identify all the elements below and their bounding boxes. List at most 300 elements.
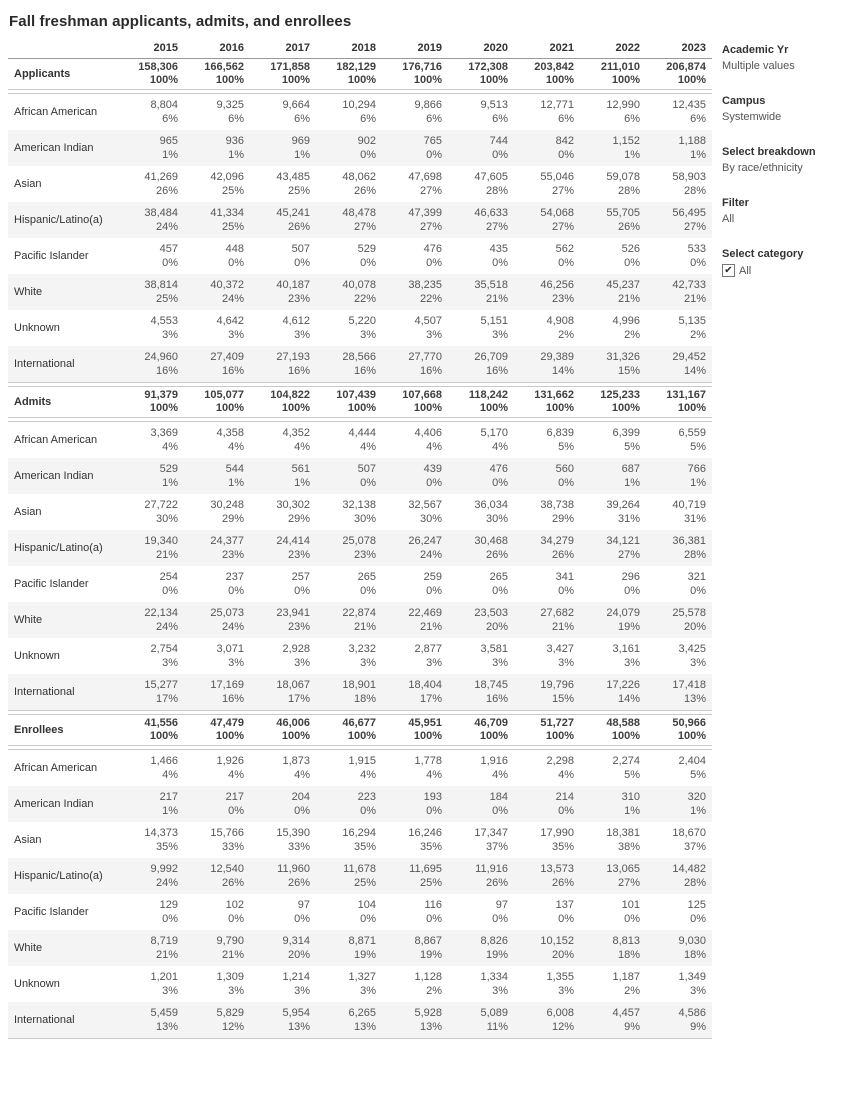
value-cell bbox=[184, 750, 250, 787]
percent-value: 0% bbox=[492, 585, 508, 597]
row-label: Asian bbox=[14, 178, 42, 190]
count-value: 4,507 bbox=[414, 315, 442, 327]
count-value: 34,121 bbox=[606, 535, 640, 547]
percent-value: 19% bbox=[617, 621, 640, 633]
percent-value: 24% bbox=[419, 549, 442, 561]
table-row bbox=[8, 130, 712, 166]
value-cell bbox=[118, 494, 184, 530]
filter-label: Campus bbox=[722, 95, 766, 107]
percent-value: 16% bbox=[221, 365, 244, 377]
value-cell bbox=[448, 202, 514, 238]
count-value: 29,452 bbox=[672, 351, 706, 363]
value-cell bbox=[514, 310, 580, 346]
percent-value: 29% bbox=[551, 513, 574, 525]
percent-value: 100% bbox=[347, 730, 376, 742]
percent-value: 0% bbox=[426, 149, 442, 161]
total-value-cell bbox=[382, 387, 448, 418]
count-value: 24,079 bbox=[606, 607, 640, 619]
value-cell bbox=[514, 566, 580, 602]
value-cell bbox=[184, 602, 250, 638]
count-value: 766 bbox=[687, 463, 706, 475]
table-row bbox=[8, 750, 712, 787]
percent-value: 100% bbox=[611, 730, 640, 742]
value-cell bbox=[580, 930, 646, 966]
count-value: 3,581 bbox=[480, 643, 508, 655]
percent-value: 0% bbox=[492, 149, 508, 161]
percent-value: 25% bbox=[353, 877, 376, 889]
value-cell bbox=[646, 822, 712, 858]
percent-value: 26% bbox=[221, 877, 244, 889]
value-cell bbox=[184, 674, 250, 711]
count-value: 687 bbox=[621, 463, 640, 475]
percent-value: 14% bbox=[551, 365, 574, 377]
count-value: 965 bbox=[159, 135, 178, 147]
value-cell bbox=[316, 786, 382, 822]
count-value: 22,469 bbox=[408, 607, 442, 619]
table-row bbox=[8, 422, 712, 459]
total-value-cell bbox=[580, 715, 646, 746]
percent-value: 33% bbox=[221, 841, 244, 853]
value-cell bbox=[646, 274, 712, 310]
count-value: 448 bbox=[225, 243, 244, 255]
count-value: 254 bbox=[159, 571, 178, 583]
percent-value: 30% bbox=[155, 513, 178, 525]
value-cell bbox=[448, 94, 514, 131]
percent-value: 100% bbox=[281, 402, 310, 414]
count-value: 1,916 bbox=[480, 755, 508, 767]
value-cell bbox=[250, 674, 316, 711]
value-cell bbox=[184, 1002, 250, 1039]
table-row bbox=[8, 310, 712, 346]
count-value: 38,738 bbox=[540, 499, 574, 511]
table-row bbox=[8, 822, 712, 858]
value-cell bbox=[514, 94, 580, 131]
filter-label: Select breakdown bbox=[722, 146, 816, 158]
value-cell bbox=[316, 750, 382, 787]
percent-value: 30% bbox=[485, 513, 508, 525]
count-value: 5,220 bbox=[348, 315, 376, 327]
percent-value: 17% bbox=[155, 693, 178, 705]
value-cell bbox=[184, 458, 250, 494]
table-header bbox=[8, 39, 712, 59]
count-value: 5,928 bbox=[414, 1007, 442, 1019]
count-value: 15,390 bbox=[276, 827, 310, 839]
percent-value: 26% bbox=[485, 877, 508, 889]
total-value-cell bbox=[448, 387, 514, 418]
value-cell bbox=[382, 750, 448, 787]
percent-value: 0% bbox=[294, 913, 310, 925]
value-cell bbox=[646, 638, 712, 674]
filter-value-dropdown[interactable]: All bbox=[722, 213, 735, 225]
count-value: 902 bbox=[357, 135, 376, 147]
value-cell bbox=[184, 530, 250, 566]
percent-value: 3% bbox=[228, 985, 244, 997]
count-value: 9,664 bbox=[282, 99, 310, 111]
row-label: Asian bbox=[14, 834, 42, 846]
value-cell bbox=[382, 310, 448, 346]
count-value: 8,804 bbox=[150, 99, 178, 111]
percent-value: 28% bbox=[683, 877, 706, 889]
value-cell bbox=[646, 858, 712, 894]
percent-value: 18% bbox=[353, 693, 376, 705]
value-cell bbox=[118, 1002, 184, 1039]
count-value: 39,264 bbox=[606, 499, 640, 511]
percent-value: 6% bbox=[558, 113, 574, 125]
count-value: 11,678 bbox=[343, 863, 376, 875]
count-value: 9,513 bbox=[480, 99, 508, 111]
percent-value: 3% bbox=[558, 657, 574, 669]
count-value: 8,813 bbox=[612, 935, 640, 947]
dashboard-content bbox=[0, 39, 858, 1039]
percent-value: 21% bbox=[617, 293, 640, 305]
total-value-cell bbox=[184, 387, 250, 418]
total-value-cell bbox=[118, 59, 184, 90]
count-value: 24,414 bbox=[276, 535, 310, 547]
value-cell bbox=[514, 166, 580, 202]
count-value: 17,347 bbox=[474, 827, 508, 839]
percent-value: 100% bbox=[413, 402, 442, 414]
row-label: Asian bbox=[14, 506, 42, 518]
percent-value: 24% bbox=[155, 221, 178, 233]
value-cell bbox=[448, 530, 514, 566]
value-cell bbox=[646, 310, 712, 346]
value-cell bbox=[118, 858, 184, 894]
value-cell bbox=[514, 274, 580, 310]
count-value: 507 bbox=[357, 463, 376, 475]
percent-value: 100% bbox=[347, 74, 376, 86]
count-value: 45,237 bbox=[606, 279, 640, 291]
percent-value: 26% bbox=[353, 185, 376, 197]
percent-value: 0% bbox=[162, 585, 178, 597]
percent-value: 26% bbox=[287, 877, 310, 889]
percent-value: 12% bbox=[551, 1021, 574, 1033]
count-value: 104,822 bbox=[270, 389, 310, 401]
percent-value: 1% bbox=[690, 805, 706, 817]
row-label: Unknown bbox=[14, 322, 60, 334]
count-value: 18,067 bbox=[276, 679, 310, 691]
count-value: 131,167 bbox=[666, 389, 706, 401]
count-value: 544 bbox=[225, 463, 244, 475]
count-value: 2,274 bbox=[612, 755, 640, 767]
total-value-cell bbox=[250, 387, 316, 418]
value-cell bbox=[316, 966, 382, 1002]
percent-value: 0% bbox=[558, 149, 574, 161]
value-cell bbox=[250, 822, 316, 858]
value-cell bbox=[514, 750, 580, 787]
count-value: 28,566 bbox=[342, 351, 376, 363]
value-cell bbox=[514, 202, 580, 238]
percent-value: 100% bbox=[149, 730, 178, 742]
percent-value: 16% bbox=[485, 693, 508, 705]
value-cell bbox=[316, 638, 382, 674]
value-cell bbox=[250, 202, 316, 238]
count-value: 40,372 bbox=[210, 279, 244, 291]
count-value: 10,152 bbox=[540, 935, 574, 947]
percent-value: 2% bbox=[690, 329, 706, 341]
value-cell bbox=[382, 930, 448, 966]
count-value: 104 bbox=[357, 899, 376, 911]
percent-value: 4% bbox=[360, 769, 376, 781]
percent-value: 6% bbox=[426, 113, 442, 125]
percent-value: 13% bbox=[683, 693, 706, 705]
count-value: 457 bbox=[159, 243, 178, 255]
count-value: 5,954 bbox=[282, 1007, 310, 1019]
value-cell bbox=[250, 638, 316, 674]
table-row bbox=[8, 786, 712, 822]
percent-value: 0% bbox=[294, 585, 310, 597]
count-value: 47,479 bbox=[210, 717, 244, 729]
count-value: 97 bbox=[495, 899, 508, 911]
percent-value: 21% bbox=[419, 621, 442, 633]
count-value: 237 bbox=[225, 571, 244, 583]
count-value: 40,719 bbox=[672, 499, 706, 511]
percent-value: 3% bbox=[360, 985, 376, 997]
value-cell bbox=[250, 238, 316, 274]
count-value: 1,327 bbox=[348, 971, 376, 983]
value-cell bbox=[250, 966, 316, 1002]
value-cell bbox=[382, 894, 448, 930]
count-value: 203,842 bbox=[534, 61, 574, 73]
value-cell bbox=[250, 530, 316, 566]
row-label: White bbox=[8, 930, 118, 966]
count-value: 54,068 bbox=[540, 207, 574, 219]
value-cell bbox=[250, 930, 316, 966]
value-cell bbox=[580, 458, 646, 494]
row-label: African American bbox=[14, 106, 98, 118]
percent-value: 17% bbox=[287, 693, 310, 705]
value-cell bbox=[514, 494, 580, 530]
count-value: 257 bbox=[291, 571, 310, 583]
count-value: 18,670 bbox=[672, 827, 706, 839]
percent-value: 4% bbox=[426, 769, 442, 781]
count-value: 46,006 bbox=[276, 717, 310, 729]
table-row bbox=[8, 202, 712, 238]
count-value: 8,719 bbox=[150, 935, 178, 947]
value-cell bbox=[580, 894, 646, 930]
value-cell bbox=[184, 238, 250, 274]
percent-value: 3% bbox=[558, 985, 574, 997]
percent-value: 1% bbox=[162, 477, 178, 489]
percent-value: 18% bbox=[617, 949, 640, 961]
count-value: 50,966 bbox=[672, 717, 706, 729]
value-cell bbox=[184, 310, 250, 346]
count-value: 176,716 bbox=[402, 61, 442, 73]
percent-value: 13% bbox=[353, 1021, 376, 1033]
value-cell bbox=[514, 638, 580, 674]
count-value: 6,839 bbox=[546, 427, 574, 439]
count-value: 17,418 bbox=[672, 679, 706, 691]
count-value: 40,187 bbox=[276, 279, 310, 291]
count-value: 1,152 bbox=[612, 135, 640, 147]
value-cell bbox=[184, 786, 250, 822]
value-cell bbox=[580, 530, 646, 566]
value-cell bbox=[580, 238, 646, 274]
percent-value: 21% bbox=[155, 949, 178, 961]
value-cell bbox=[184, 166, 250, 202]
row-label: International bbox=[8, 674, 118, 711]
percent-value: 16% bbox=[155, 365, 178, 377]
count-value: 12,540 bbox=[210, 863, 244, 875]
value-cell bbox=[250, 166, 316, 202]
percent-value: 0% bbox=[360, 257, 376, 269]
percent-value: 24% bbox=[155, 621, 178, 633]
count-value: 27,722 bbox=[144, 499, 178, 511]
value-cell bbox=[448, 966, 514, 1002]
percent-value: 13% bbox=[419, 1021, 442, 1033]
percent-value: 0% bbox=[558, 913, 574, 925]
section-row-label: Enrollees bbox=[8, 715, 118, 746]
table-row bbox=[8, 858, 712, 894]
percent-value: 12% bbox=[221, 1021, 244, 1033]
percent-value: 14% bbox=[683, 365, 706, 377]
count-value: 533 bbox=[687, 243, 706, 255]
value-cell bbox=[316, 822, 382, 858]
percent-value: 100% bbox=[215, 74, 244, 86]
value-cell bbox=[646, 238, 712, 274]
percent-value: 19% bbox=[353, 949, 376, 961]
count-value: 4,553 bbox=[150, 315, 178, 327]
count-value: 6,399 bbox=[612, 427, 640, 439]
value-cell bbox=[118, 602, 184, 638]
count-value: 526 bbox=[621, 243, 640, 255]
value-cell bbox=[382, 346, 448, 383]
page-title: Fall freshman applicants, admits, and enrollees bbox=[9, 13, 352, 30]
percent-value: 100% bbox=[413, 730, 442, 742]
count-value: 4,908 bbox=[546, 315, 574, 327]
percent-value: 0% bbox=[360, 913, 376, 925]
percent-value: 24% bbox=[221, 293, 244, 305]
percent-value: 4% bbox=[492, 441, 508, 453]
value-cell bbox=[646, 674, 712, 711]
count-value: 19,796 bbox=[540, 679, 574, 691]
percent-value: 25% bbox=[221, 221, 244, 233]
count-value: 129 bbox=[159, 899, 178, 911]
value-cell bbox=[514, 930, 580, 966]
percent-value: 100% bbox=[215, 730, 244, 742]
value-cell bbox=[514, 238, 580, 274]
count-value: 116 bbox=[424, 899, 442, 911]
value-cell bbox=[646, 566, 712, 602]
count-value: 5,459 bbox=[150, 1007, 178, 1019]
count-value: 10,294 bbox=[342, 99, 376, 111]
value-cell bbox=[514, 1002, 580, 1039]
count-value: 9,866 bbox=[414, 99, 442, 111]
percent-value: 0% bbox=[624, 585, 640, 597]
percent-value: 1% bbox=[294, 477, 310, 489]
value-cell bbox=[316, 202, 382, 238]
count-value: 1,466 bbox=[150, 755, 178, 767]
percent-value: 23% bbox=[221, 549, 244, 561]
percent-value: 0% bbox=[228, 257, 244, 269]
percent-value: 28% bbox=[683, 549, 706, 561]
percent-value: 26% bbox=[617, 221, 640, 233]
count-value: 5,151 bbox=[480, 315, 508, 327]
table-row bbox=[8, 1002, 712, 1039]
value-cell bbox=[184, 346, 250, 383]
percent-value: 27% bbox=[551, 221, 574, 233]
percent-value: 37% bbox=[485, 841, 508, 853]
count-value: 55,705 bbox=[606, 207, 640, 219]
total-value-cell bbox=[514, 387, 580, 418]
value-cell bbox=[646, 94, 712, 131]
value-cell bbox=[184, 858, 250, 894]
count-value: 51,727 bbox=[540, 717, 574, 729]
table-bottom-border bbox=[8, 1039, 712, 1040]
value-cell bbox=[250, 458, 316, 494]
value-cell bbox=[514, 458, 580, 494]
row-label: American Indian bbox=[8, 458, 118, 494]
percent-value: 2% bbox=[426, 985, 442, 997]
percent-value: 2% bbox=[624, 329, 640, 341]
value-cell bbox=[250, 602, 316, 638]
percent-value: 3% bbox=[690, 985, 706, 997]
count-value: 30,468 bbox=[474, 535, 508, 547]
filter-value-dropdown[interactable]: By race/ethnicity bbox=[722, 162, 803, 174]
value-cell bbox=[118, 94, 184, 131]
value-cell bbox=[118, 458, 184, 494]
percent-value: 6% bbox=[624, 113, 640, 125]
value-cell bbox=[580, 1002, 646, 1039]
value-cell bbox=[250, 494, 316, 530]
count-value: 32,567 bbox=[408, 499, 442, 511]
count-value: 11,695 bbox=[409, 863, 442, 875]
section-total-row bbox=[8, 715, 712, 746]
percent-value: 25% bbox=[221, 185, 244, 197]
total-value-cell bbox=[118, 715, 184, 746]
percent-value: 5% bbox=[624, 769, 640, 781]
year-column-header: 2021 bbox=[514, 39, 580, 59]
percent-value: 2% bbox=[624, 985, 640, 997]
percent-value: 5% bbox=[690, 441, 706, 453]
percent-value: 6% bbox=[690, 113, 706, 125]
value-cell bbox=[646, 494, 712, 530]
value-cell bbox=[646, 530, 712, 566]
filter-value-dropdown[interactable]: Multiple values bbox=[722, 60, 795, 72]
value-cell bbox=[448, 638, 514, 674]
count-value: 8,871 bbox=[348, 935, 376, 947]
value-cell bbox=[184, 566, 250, 602]
count-value: 5,089 bbox=[480, 1007, 508, 1019]
percent-value: 26% bbox=[287, 221, 310, 233]
value-cell bbox=[184, 274, 250, 310]
count-value: 310 bbox=[621, 791, 640, 803]
percent-value: 3% bbox=[228, 657, 244, 669]
value-cell bbox=[382, 530, 448, 566]
value-cell bbox=[118, 786, 184, 822]
filter-select-breakdown bbox=[722, 145, 854, 175]
count-value: 32,138 bbox=[342, 499, 376, 511]
percent-value: 100% bbox=[611, 402, 640, 414]
percent-value: 6% bbox=[492, 113, 508, 125]
count-value: 27,193 bbox=[276, 351, 310, 363]
count-value: 23,941 bbox=[276, 607, 310, 619]
category-all-checkbox-row[interactable] bbox=[722, 264, 854, 277]
year-column-header: 2022 bbox=[580, 39, 646, 59]
filter-value-dropdown[interactable]: Systemwide bbox=[722, 111, 782, 123]
percent-value: 0% bbox=[426, 913, 442, 925]
count-value: 13,065 bbox=[606, 863, 640, 875]
value-cell bbox=[316, 310, 382, 346]
value-cell bbox=[118, 566, 184, 602]
table-row bbox=[8, 94, 712, 131]
count-value: 265 bbox=[357, 571, 376, 583]
count-value: 1,873 bbox=[282, 755, 310, 767]
percent-value: 100% bbox=[479, 74, 508, 86]
value-cell bbox=[514, 422, 580, 459]
checkbox-checked-icon[interactable]: ✔ bbox=[722, 264, 735, 277]
value-cell bbox=[448, 566, 514, 602]
percent-value: 19% bbox=[419, 949, 442, 961]
